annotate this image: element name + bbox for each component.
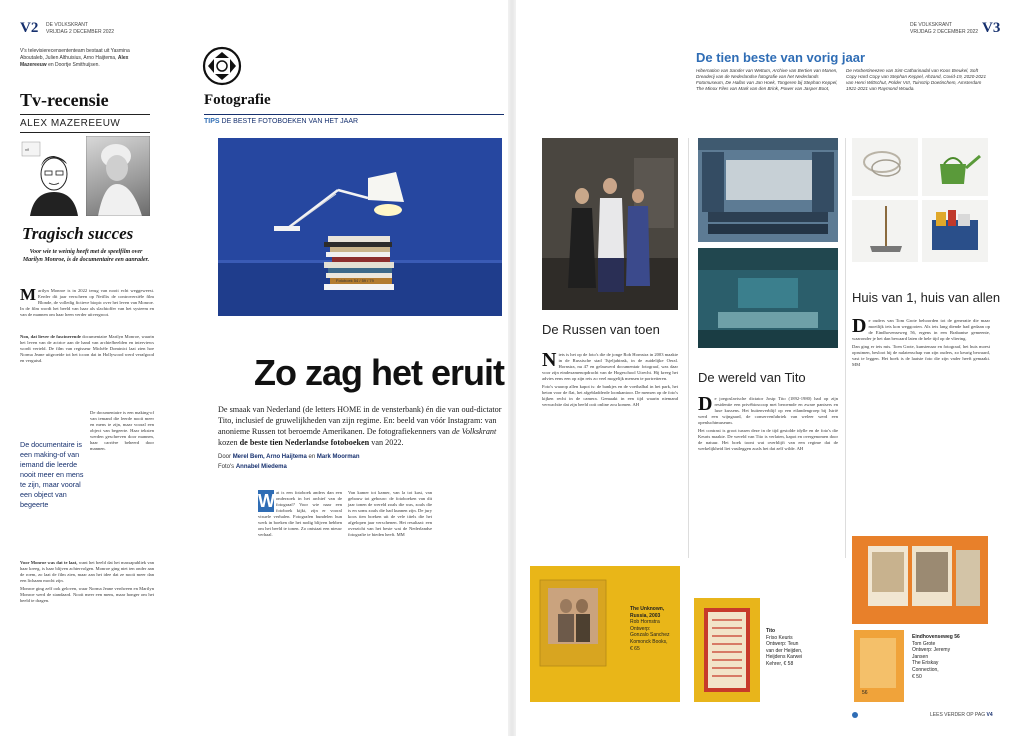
eind-caption-line: Tom Grote bbox=[912, 640, 936, 647]
tito-caption-line: Friso Keuris bbox=[766, 634, 793, 641]
huis-drop-cap: D bbox=[852, 315, 867, 337]
eind-caption-line: Jansen bbox=[912, 653, 929, 660]
russen-caption bbox=[630, 606, 678, 652]
tito-caption-line: Kehrer, € 58 bbox=[766, 660, 794, 667]
tito-cinema-photo bbox=[698, 138, 838, 242]
tito-caption bbox=[766, 628, 826, 668]
russen-caption-line: Ontwerp: bbox=[630, 625, 651, 632]
author-name: ALEX MAZEREEUW bbox=[20, 118, 121, 129]
feature-body-col1: W at is een fotoboek anders dan een onderzoek in het archief van de fotograaf? Voor wie naar een fotoboek kijkt, zijn er vooral visuele verhalen. Fotografen bundelen hun werk in boeken die het nodig blijven hebben om het beeld te tonen. Zo ontstaat een nieuw verhaal. bbox=[258, 490, 342, 537]
marilyn-photo bbox=[86, 136, 150, 216]
tips-bar: TIPS DE BESTE FOTOBOEKEN VAN HET JAAR bbox=[204, 118, 359, 125]
objects-photo-1 bbox=[852, 138, 918, 196]
russen-caption-line: € 65 bbox=[630, 645, 640, 652]
feature-lead: De smaak van Nederland (de letters HOME in de vensterbank) én die van oud-dictator Tito, inclusief de gruwelijkheden van zijn regime. En: beeld van vóór Instagram: van anonieme Russen tot beroemde Amerikanen. De fotografiekenners van de Volkskrant kozen de beste tien Nederlandse fotoboeken van 2022. bbox=[218, 405, 502, 447]
top-list-col2: De Horbertineezen van Sint-Catharinadal van Koos Breukel, Soft Copy Hard Copy van Stephan Keppel, Ahzand, Covid-19, 2020-2021 van Henri Wittschut, Polder VIII, Tuinstrip Doetinchem, Amsterdam 1921-2021 van Raymond Wouda. bbox=[846, 68, 987, 91]
tito-caption-line: Heijdens Karwei bbox=[766, 654, 803, 661]
huis-body: De ouders van Tom Grote behoorden tot de generatie die maar moeilijk iets kon weggooien. Als iets lang diende had gedaan op de Eindhovenseweg 56, ergens in een Brabantse gemeente, waaronder je het dan bewaard laten de hele tijd op de vliering. Dan ging er iets mis. Toen Grote, kunstenaar en fotograaf, het huis moest opruimen, besloot hij de nalatenschap van zijn ouders, zo keurig bewaard, vast te leggen. Het boek is de laatste foto die zijn vader heeft gemaakt. MM bbox=[852, 315, 990, 367]
review-body-sub1: Non, dat liever de fascinerende documentaire Marilyn Monroe, waarin het leven van de actrice aan de hand van archiefbeelden en interviews wordt verteld. De film van regisseur Michèle Dominici laat zien hoe Norma Jeane uitgroeide tot het icoon dat in Hollywood werd verafgood en verguisd. bbox=[20, 334, 155, 363]
feature-drop-cap: W bbox=[258, 491, 275, 511]
russen-caption-line: Komonck Books, bbox=[630, 638, 668, 645]
tito-caption-line: van der Heijden, bbox=[766, 647, 803, 654]
team-intro: V's televisierecensententeam bestaat uit Yasmina Aboutaleb, Julien Althuisius, Arno Haijtema, Alex Mazereeuw en Doortje Smithuijsen. bbox=[20, 48, 130, 68]
russen-caption-line: Gonzalo Sanchez bbox=[630, 632, 670, 639]
eind-caption-line: Connection, bbox=[912, 666, 939, 673]
tito-drop-cap: D bbox=[698, 393, 713, 415]
tito-room-photo bbox=[698, 248, 838, 348]
eindhovenseweg-caption bbox=[912, 634, 982, 680]
review-body-top: Marilyn Monroe is in 2022 terug van nooit echt weggeweest. Eerder dit jaar verscheen op Netflix de controversiële film Blonde, de volledig fictieve biopic over het leven van Monroe. In de film wordt het beeld van haar als slachtoffer van het systeem en van de mannen om haar heen verder uitvergroot. bbox=[20, 285, 154, 317]
pull-quote: De documentaire is een making-of van iemand die leerde nooit meer en mens te zijn, maar vooral een object van begeerte bbox=[20, 440, 84, 509]
footer-continue: LEES VERDER OP PAG V4 bbox=[930, 712, 993, 718]
russen-caption-title: The Unknown, Russia, 2003 bbox=[630, 606, 665, 619]
book-number: 56 bbox=[862, 690, 868, 696]
feature-section-title: Fotografie bbox=[204, 92, 271, 108]
page-gutter bbox=[508, 0, 516, 736]
tips-rule bbox=[204, 114, 504, 115]
footer-bullet-icon bbox=[852, 712, 858, 718]
eindhovenseweg-book-photo bbox=[852, 536, 988, 624]
huis-title: Huis van 1, huis van allen bbox=[852, 290, 1001, 305]
objects-photo-4 bbox=[922, 200, 988, 262]
objects-photo-2 bbox=[922, 138, 988, 196]
lamp-photo bbox=[218, 138, 502, 316]
section-rule bbox=[20, 114, 150, 115]
russen-caption-line: Rob Hornstra bbox=[630, 619, 660, 626]
author-sketch bbox=[20, 136, 84, 216]
tito-body: De joegoslavische dictator Josip Tito (1892-1980) had op zijn residentie een privébioscoop met beroemde en zware pantsers en luxe kussens. Het buitenverblijf op een eilandengroep bij Istrië werd een wijngaard, de conservenfabriek van weleer werd een openluchtmuseum. Het contrast is groot tussen deze in de tijd gestolde idylle en de foto's die Keurts maakte. De wereld van Tito is verlaten, kapot en overgenomen door de natuur. Het boek toont wat overblijft van een regime dat de werkelijkheid liet vastleggen zoals het dat zelf wilde. AH bbox=[698, 393, 838, 451]
column-rule bbox=[688, 138, 689, 558]
eind-caption-line: € 50 bbox=[912, 673, 922, 680]
feature-byline: Door Merel Bem, Arno Haijtema en Mark Moorman bbox=[218, 454, 360, 460]
book-spine-label: Fotoboek 54 / 59 / 79 bbox=[336, 278, 374, 283]
tito-caption-line: Ontwerp: Teun bbox=[766, 641, 799, 648]
section-title: Tv-recensie bbox=[20, 90, 109, 110]
russen-drop-cap: N bbox=[542, 349, 557, 371]
review-body-bottom: Voor Monroe was dat te laat, want het beeld dat het massapubliek van haar kreeg, is haar blijven achtervolgen. Monroe ging niet ten onder aan de roem, zo laat de film zien, maar aan het idee dat ze nooit meer dan een lichaam mocht zijn. Monroe ging zelf ook geloven, waar Norma Jeane verdween en Marilyn Monroe werd de standaard. Nooit meer een mens, maar honger om het beeld te dragen. bbox=[20, 560, 155, 603]
feature-body-col2: Van kamer tot kamer, van la tot kast, van gebouw tot gebouw: de fotoboeken van dit jaar tonen de wereld zoals die was, zoals die is en soms zoals die had kunnen zijn. De jury koos tien boeken uit de vele titels die het afgelopen jaar verschenen. Het resultaat: een overzicht van het beste wat de Nederlandse fotografie te bieden heeft. MM bbox=[348, 490, 432, 537]
tito-title: De wereld van Tito bbox=[698, 370, 806, 385]
review-body-narrow: De documentaire is een making-of van iemand die leerde nooit meer en mens te zijn, maar vooral een object van begeerte. Haar teksten werden geschreven door mannen, haar carrière beheerd door mannen. bbox=[90, 410, 154, 451]
drop-cap: M bbox=[20, 285, 37, 304]
column-rule bbox=[845, 138, 846, 558]
top-list-col1: Hibernation van Sander van Wettum, Archive van Bertien van Manen, Dreaderij van de Nederlandse fotografie van het Nederlands Fotomuseum, De Hallas van Jan Hoek, Tongeren bij Stephan Keppel, The Minox Files van Mark van den Brink, Power van Jasper Boot, bbox=[696, 68, 838, 91]
objects-photo-3 bbox=[852, 200, 918, 262]
right-paper-name: DE VOLKSKRANT bbox=[910, 22, 952, 28]
review-headline: Tragisch succes bbox=[22, 224, 134, 243]
feature-headline: Zo zag het eruit bbox=[254, 352, 505, 393]
eindhovenseweg-cover bbox=[854, 630, 904, 702]
russen-title: De Russen van toen bbox=[542, 322, 660, 337]
svg-text:nfl: nfl bbox=[25, 147, 30, 152]
tito-caption-title: Tito bbox=[766, 628, 776, 634]
left-date: VRIJDAG 2 DECEMBER 2022 bbox=[46, 29, 115, 35]
review-intro: Voor wie te weinig heeft met de speelfilm over Marilyn Monroe, is de documentaire een aanrader. bbox=[22, 249, 150, 263]
tito-book-photo bbox=[694, 598, 760, 702]
left-page-number: V2 bbox=[20, 20, 39, 36]
feature-photo-credit: Foto's Annabel Miedema bbox=[218, 464, 287, 470]
fotografie-logo bbox=[202, 46, 242, 86]
russen-photo bbox=[542, 138, 678, 310]
left-paper-name: DE VOLKSKRANT bbox=[46, 22, 88, 28]
right-date: VRIJDAG 2 DECEMBER 2022 bbox=[910, 29, 979, 35]
eind-caption-title: Eindhovenseweg 56 bbox=[912, 634, 960, 640]
section-rule-2 bbox=[20, 132, 150, 133]
russen-body: Niets is het op de foto's die de jonge Rob Hornstra in 2003 maakte in de Russische stad Tsjeljabinsk, in de zuidelijke Oeral. Hornstra, nu 47 en gelauwerd documentair fotograaf, was daar voor zijn eindexamenopdracht van de Hogeschool Utrecht. Hij kreeg het advies eens een op zijn reis zo veel mogelijk mensen te portretteren. Foto's waarop allen kapot is: de bankjes en de voetbalbal in het park, het beton voor de flat, het afgebladderde loonkantoor. De mensen op de foto's kijken recht in de camera. Gemaakt in een tijd waarin niemand verwachtte dat zijn beeld ooit online zou komen. AH bbox=[542, 349, 678, 407]
top-list-title: De tien beste van vorig jaar bbox=[696, 50, 866, 65]
eind-caption-line: The Eriskay bbox=[912, 660, 939, 667]
right-page-number: V3 bbox=[982, 20, 1001, 36]
eind-caption-line: Ontwerp: Jeremy bbox=[912, 647, 951, 654]
